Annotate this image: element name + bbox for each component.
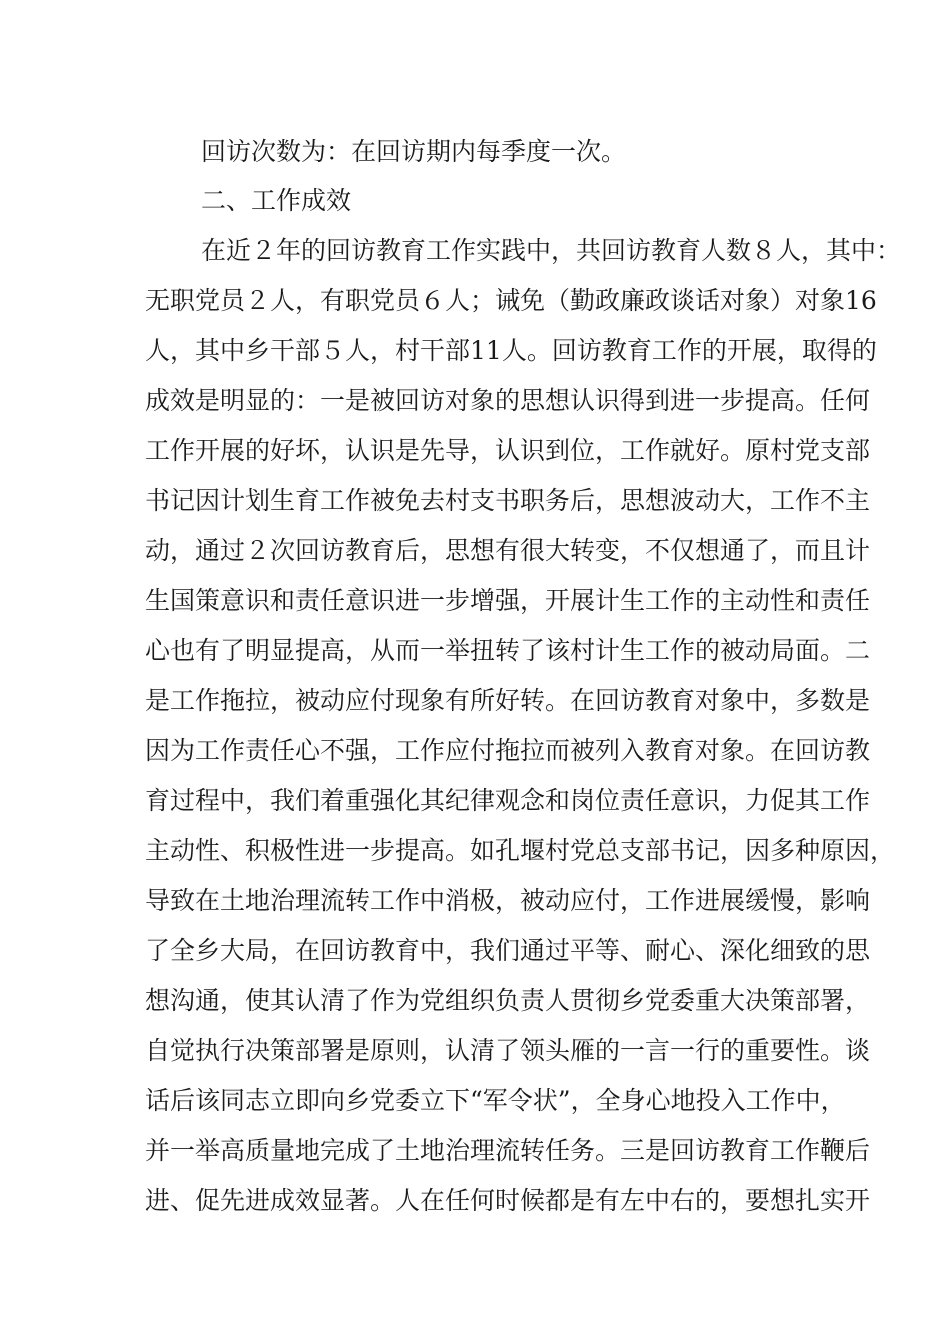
text-line: 并一举高质量地完成了土地治理流转任务。三是回访教育工作鞭后 [145,1136,871,1165]
text-line: 了全乡大局，在回访教育中，我们通过平等、耐心、深化细致的思 [145,936,871,965]
text-line: 生国策意识和责任意识进一步增强，开展计生工作的主动性和责任 [145,586,871,615]
text-line: 成效是明显的：一是被回访对象的思想认识得到进一步提高。任何 [145,386,871,415]
text-line: 人，其中乡干部５人，村干部11人。回访教育工作的开展，取得的 [145,336,877,365]
text-line: 主动性、积极性进一步提高。如孔堰村党总支部书记，因多种原因， [145,836,896,865]
text-line: 工作开展的好坏，认识是先导，认识到位，工作就好。原村党支部 [145,436,871,465]
text-line: 回访次数为：在回访期内每季度一次。 [201,137,627,166]
text-line: 因为工作责任心不强，工作应付拖拉而被列入教育对象。在回访教 [145,736,871,765]
text-line: 是工作拖拉，被动应付现象有所好转。在回访教育对象中，多数是 [145,686,871,715]
text-line: 无职党员２人，有职党员６人；诫免（勤政廉政谈话对象）对象16 [145,286,877,315]
text-line: 动，通过２次回访教育后，思想有很大转变，不仅想通了，而且计 [145,536,871,565]
text-line: 想沟通，使其认清了作为党组织负责人贯彻乡党委重大决策部署， [145,986,871,1015]
section-heading: 二、工作成效 [201,186,352,215]
text-line: 心也有了明显提高，从而一举扭转了该村计生工作的被动局面。二 [145,636,871,665]
text-line: 书记因计划生育工作被免去村支书职务后，思想波动大，工作不主 [145,486,871,515]
text-line: 育过程中，我们着重强化其纪律观念和岗位责任意识，力促其工作 [145,786,871,815]
text-line: 自觉执行决策部署是原则，认清了领头雁的一言一行的重要性。谈 [145,1036,871,1065]
text-line: 话后该同志立即向乡党委立下“军令状”，全身心地投入工作中， [145,1086,846,1115]
text-line: 进、促先进成效显著。人在任何时候都是有左中右的，要想扎实开 [145,1186,871,1215]
text-line: 导致在土地治理流转工作中消极，被动应付，工作进展缓慢，影响 [145,886,871,915]
text-line: 在近２年的回访教育工作实践中，共回访教育人数８人，其中： [201,236,902,265]
